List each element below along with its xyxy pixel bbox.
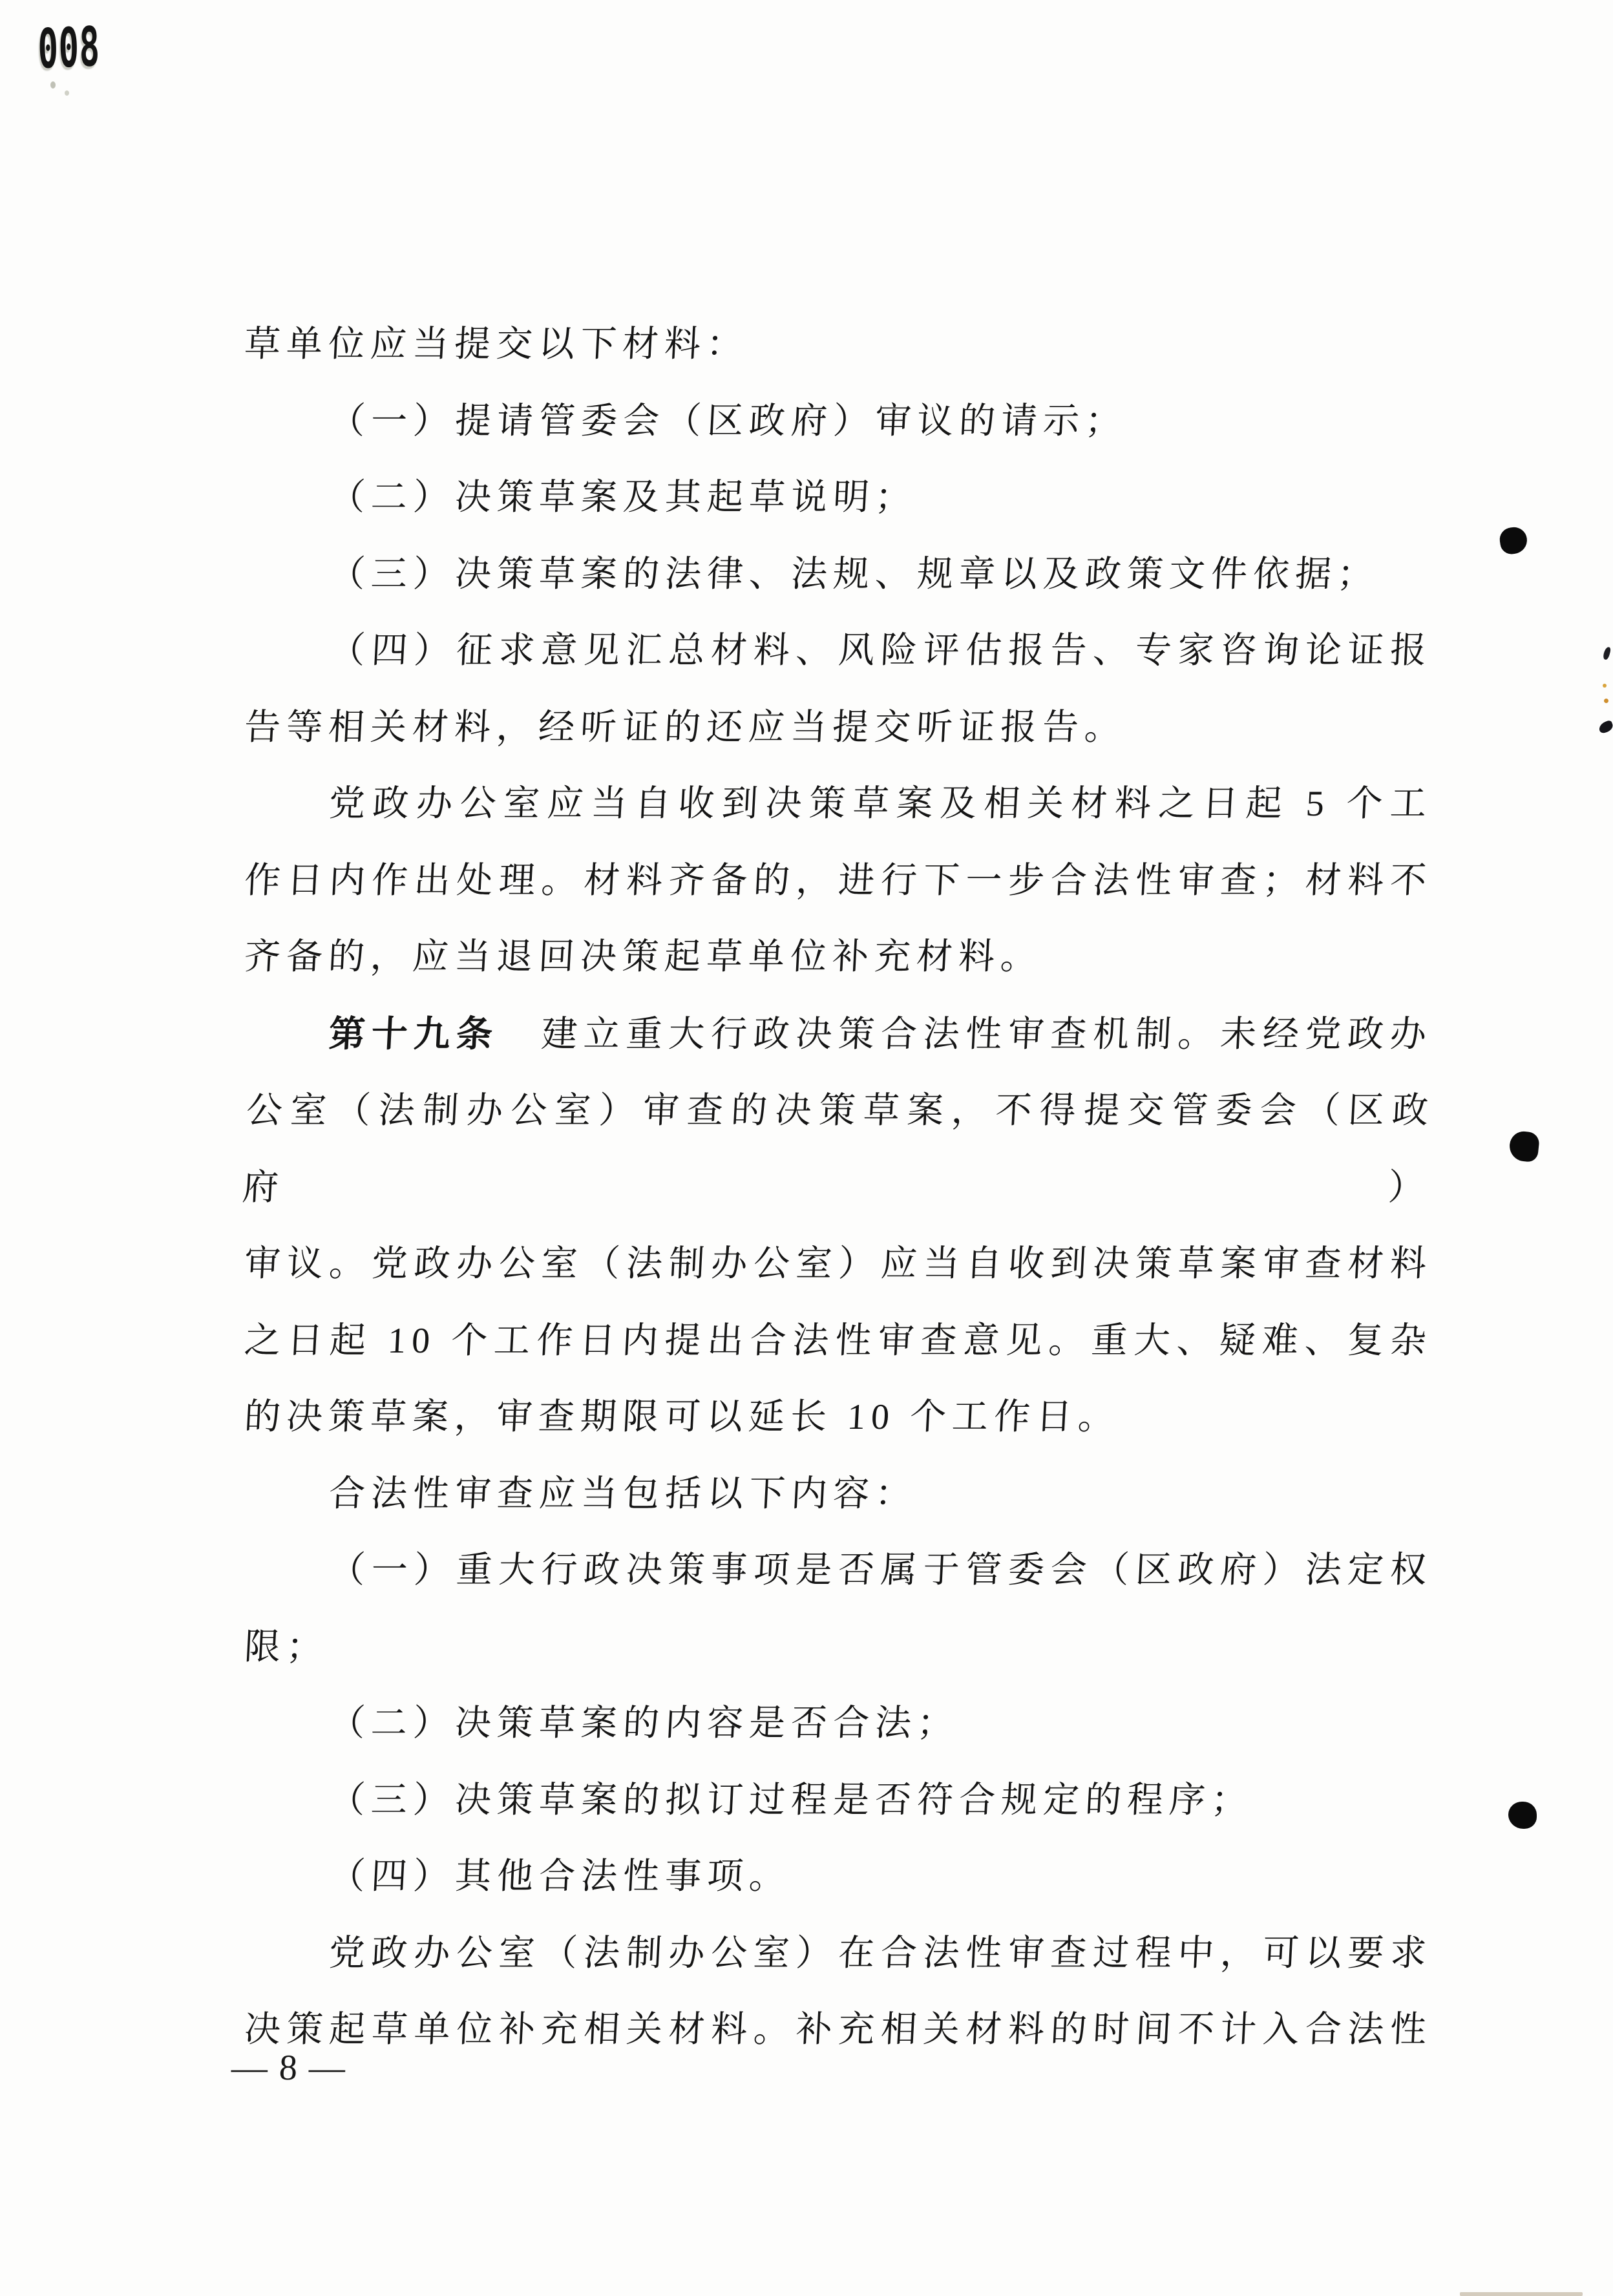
- text-line: 合法性审查应当包括以下内容：: [328, 1473, 918, 1514]
- text-line: 的决策草案，审查期限可以延长 10 个工作日。: [243, 1397, 1121, 1437]
- speck-dark-1: [1603, 646, 1612, 660]
- text-line: 公室（法制办公室）审查的决策草案，不得提交管委会（区政府）: [241, 1091, 1435, 1208]
- text-line: （二）决策草案及其起草说明；: [328, 478, 918, 518]
- text-line: 齐备的，应当退回决策起草单位补充材料。: [243, 937, 1044, 977]
- speck-dark-2: [1597, 720, 1613, 735]
- article-number: 第十九条: [328, 1013, 500, 1054]
- text-line: [242, 996, 1434, 1073]
- speck-amber-1: [1603, 684, 1607, 688]
- text-line: 之日起 10 个工作日内提出合法性审查意见。重大、疑难、复杂: [243, 1320, 1433, 1361]
- text-line: 草单位应当提交以下材料：: [243, 324, 750, 364]
- text-line: （三）决策草案的法律、法规、规章以及政策文件依据；: [328, 554, 1380, 595]
- text-line: 限；: [243, 1627, 330, 1667]
- text-line: 审议。党政办公室（法制办公室）应当自收到决策草案审查材料: [243, 1244, 1433, 1284]
- ink-blot-2: [1508, 1130, 1541, 1163]
- speck-amber-2: [1604, 699, 1608, 703]
- page-number-stamp: 008: [37, 14, 101, 81]
- text-line: （一）重大行政决策事项是否属于管委会（区政府）法定权: [328, 1550, 1433, 1590]
- text-line: 告等相关材料，经听证的还应当提交听证报告。: [243, 707, 1128, 748]
- ink-blot-1: [1498, 525, 1528, 555]
- text-line: （二）决策草案的内容是否合法；: [328, 1703, 960, 1743]
- bottom-edge-smudge: [1460, 2292, 1583, 2296]
- text-line: （四）征求意见汇总材料、风险评估报告、专家咨询论证报: [328, 631, 1433, 671]
- text-line: （四）其他合法性事项。: [328, 1857, 792, 1897]
- ink-blot-3: [1508, 1802, 1537, 1829]
- text-line: 作日内作出处理。材料齐备的，进行下一步合法性审查；材料不: [243, 860, 1433, 901]
- text-line: （三）决策草案的拟订过程是否符合规定的程序；: [328, 1780, 1254, 1820]
- text-line: 党政办公室（法制办公室）在合法性审查过程中，可以要求: [328, 1933, 1433, 1974]
- text-line: （一）提请管委会（区政府）审议的请示；: [328, 401, 1128, 441]
- body-text: [241, 306, 1435, 2069]
- article-text: 建立重大行政决策合法性审查机制。未经党政办: [498, 1014, 1433, 1055]
- text-line: 决策起草单位补充相关材料。补充相关材料的时间不计入合法性: [243, 2010, 1433, 2050]
- page-footer: — 8 —: [230, 2048, 348, 2088]
- stamp-smudge-1: [50, 81, 56, 89]
- text-line: 党政办公室应当自收到决策草案及相关材料之日起 5 个工: [328, 784, 1433, 824]
- stamp-smudge-2: [65, 90, 69, 96]
